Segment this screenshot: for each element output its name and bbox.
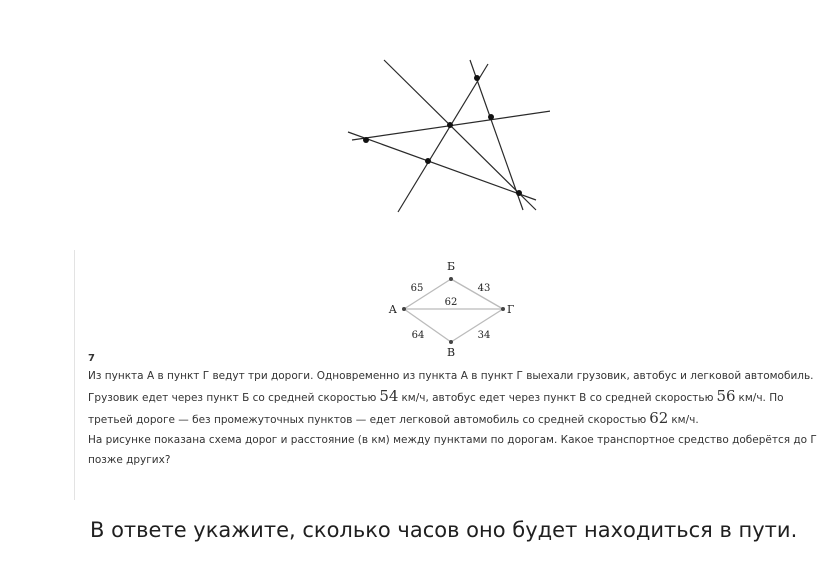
distance-a-g: 62 bbox=[444, 297, 458, 308]
point-top bbox=[474, 75, 480, 81]
label-g: Г bbox=[507, 303, 515, 316]
point-right bbox=[488, 114, 494, 120]
point-bottom bbox=[516, 190, 522, 196]
distance-b-g: 43 bbox=[477, 283, 491, 294]
distance-a-b: 65 bbox=[410, 283, 424, 294]
line-5 bbox=[470, 60, 523, 210]
answer-instruction: В ответе укажите, сколько часов оно будет находиться в пути. bbox=[90, 518, 798, 542]
problem-text-part-4: км/ч. bbox=[671, 414, 699, 426]
distance-a-v: 64 bbox=[411, 330, 425, 341]
problem-paragraph-1 bbox=[88, 366, 818, 430]
line-4 bbox=[398, 64, 488, 212]
distance-v-g: 34 bbox=[477, 330, 491, 341]
problem-paragraph-2: На рисунке показана схема дорог и расстояние (в км) между пунктами по дорогам. Какое транспортное средство доберётся до Г позже других? bbox=[88, 434, 817, 466]
line-1 bbox=[384, 60, 536, 210]
point-v bbox=[449, 340, 453, 344]
point-center bbox=[447, 122, 453, 128]
truck-speed: 54 bbox=[379, 387, 399, 405]
point-left bbox=[363, 137, 369, 143]
road-diagram bbox=[378, 256, 528, 364]
point-b bbox=[449, 277, 453, 281]
problem-text-part-2: км/ч, автобус едет через пункт В со средней скоростью bbox=[401, 392, 714, 404]
problem-text-part-1: Из пункта А в пункт Г ведут три дороги. Одновременно из пункта А в пункт Г выехали грузовик, автобус и легковой автомобиль. Грузовик едет через пункт Б со средней скоростью bbox=[88, 370, 814, 404]
bus-speed: 56 bbox=[716, 387, 736, 405]
problem-text-part-3: км/ч. По третьей дороге — без промежуточных пунктов — едет легковой автомобиль со средней скоростью bbox=[88, 392, 784, 426]
point-a bbox=[402, 307, 406, 311]
label-b: Б bbox=[446, 260, 456, 273]
left-divider bbox=[74, 250, 75, 500]
label-a: А bbox=[388, 303, 397, 316]
intersecting-lines-figure bbox=[340, 52, 550, 222]
problem-number: 7 bbox=[88, 353, 95, 364]
point-lower bbox=[425, 158, 431, 164]
point-g bbox=[501, 307, 505, 311]
label-v: В bbox=[446, 346, 456, 359]
car-speed: 62 bbox=[649, 409, 669, 427]
problem-block bbox=[88, 352, 818, 470]
